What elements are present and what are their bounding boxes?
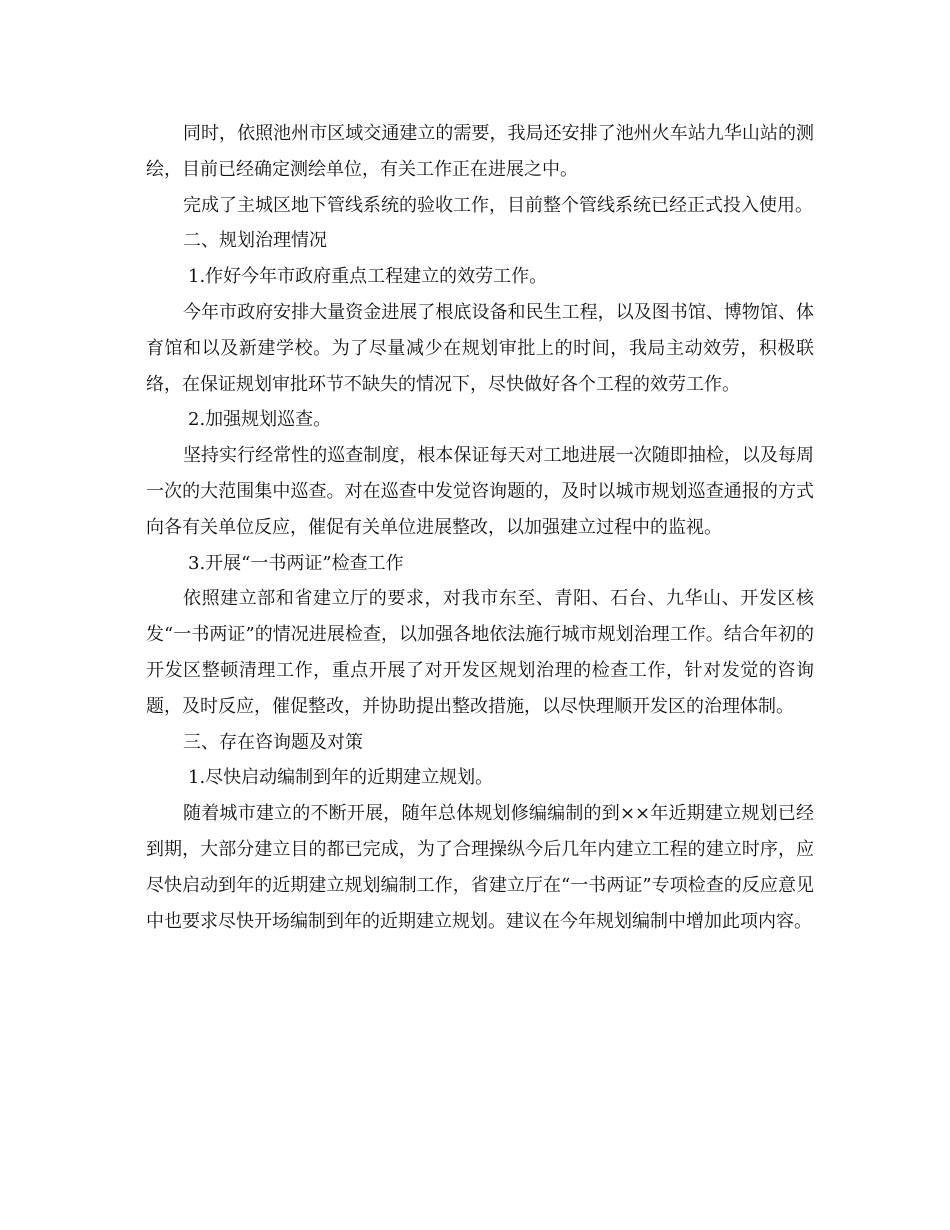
subsection-heading: 1.尽快启动编制到年的近期建立规划。 xyxy=(188,767,494,789)
paragraph: 完成了主城区地下管线系统的验收工作，目前整个管线系统已经正式投入使用。 xyxy=(183,194,813,216)
subsection-heading: 1.作好今年市政府重点工程建立的效劳工作。 xyxy=(188,266,548,288)
paragraph: 今年市政府安排大量资金进展了根底设备和民生工程，以及图书馆、博物馆、体育馆和以及新建学校。为了尽量减少在规划审批上的时间，我局主动效劳，积极联络，在保证规划审批环节不缺失的情况下，尽快做好各个工程的效劳工作。 xyxy=(146,301,814,395)
paragraph: 同时，依照池州市区域交通建立的需要，我局还安排了池州火车站九华山站的测绘，目前已经确定测绘单位，有关工作正在进展之中。 xyxy=(146,123,814,180)
subsection-heading: 3.开展“一书两证”检查工作 xyxy=(188,552,404,574)
paragraph: 坚持实行经常性的巡查制度，根本保证每天对工地进展一次随即抽检，以及每周一次的大范围集中巡查。对在巡查中发觉咨询题的，及时以城市规划巡查通报的方式向各有关单位反应，催促有关单位进展整改，以加强建立过程中的监视。 xyxy=(146,445,814,538)
document-body xyxy=(146,116,814,939)
paragraph: 随着城市建立的不断开展，随年总体规划修编编制的到××年近期建立规划已经到期，大部分建立目的都已完成，为了合理操纵今后几年内建立工程的建立时序，应尽快启动到年的近期建立规划编制工作，省建立厅在“一书两证”专项检查的反应意见中也要求尽快开场编制到年的近期建立规划。建议在今年规划编制中增加此项内容。 xyxy=(146,803,814,932)
subsection-heading: 2.加强规划巡查。 xyxy=(188,409,332,431)
section-heading: 三、存在咨询题及对策 xyxy=(183,731,363,753)
paragraph: 依照建立部和省建立厅的要求，对我市东至、青阳、石台、九华山、开发区核发“一书两证”的情况进展检查，以加强各地依法施行城市规划治理工作。结合年初的开发区整顿清理工作，重点开展了对开发区规划治理的检查工作，针对发觉的咨询题，及时反应，催促整改，并协助提出整改措施，以尽快理顺开发区的治理体制。 xyxy=(146,588,814,717)
section-heading: 二、规划治理情况 xyxy=(183,230,327,252)
